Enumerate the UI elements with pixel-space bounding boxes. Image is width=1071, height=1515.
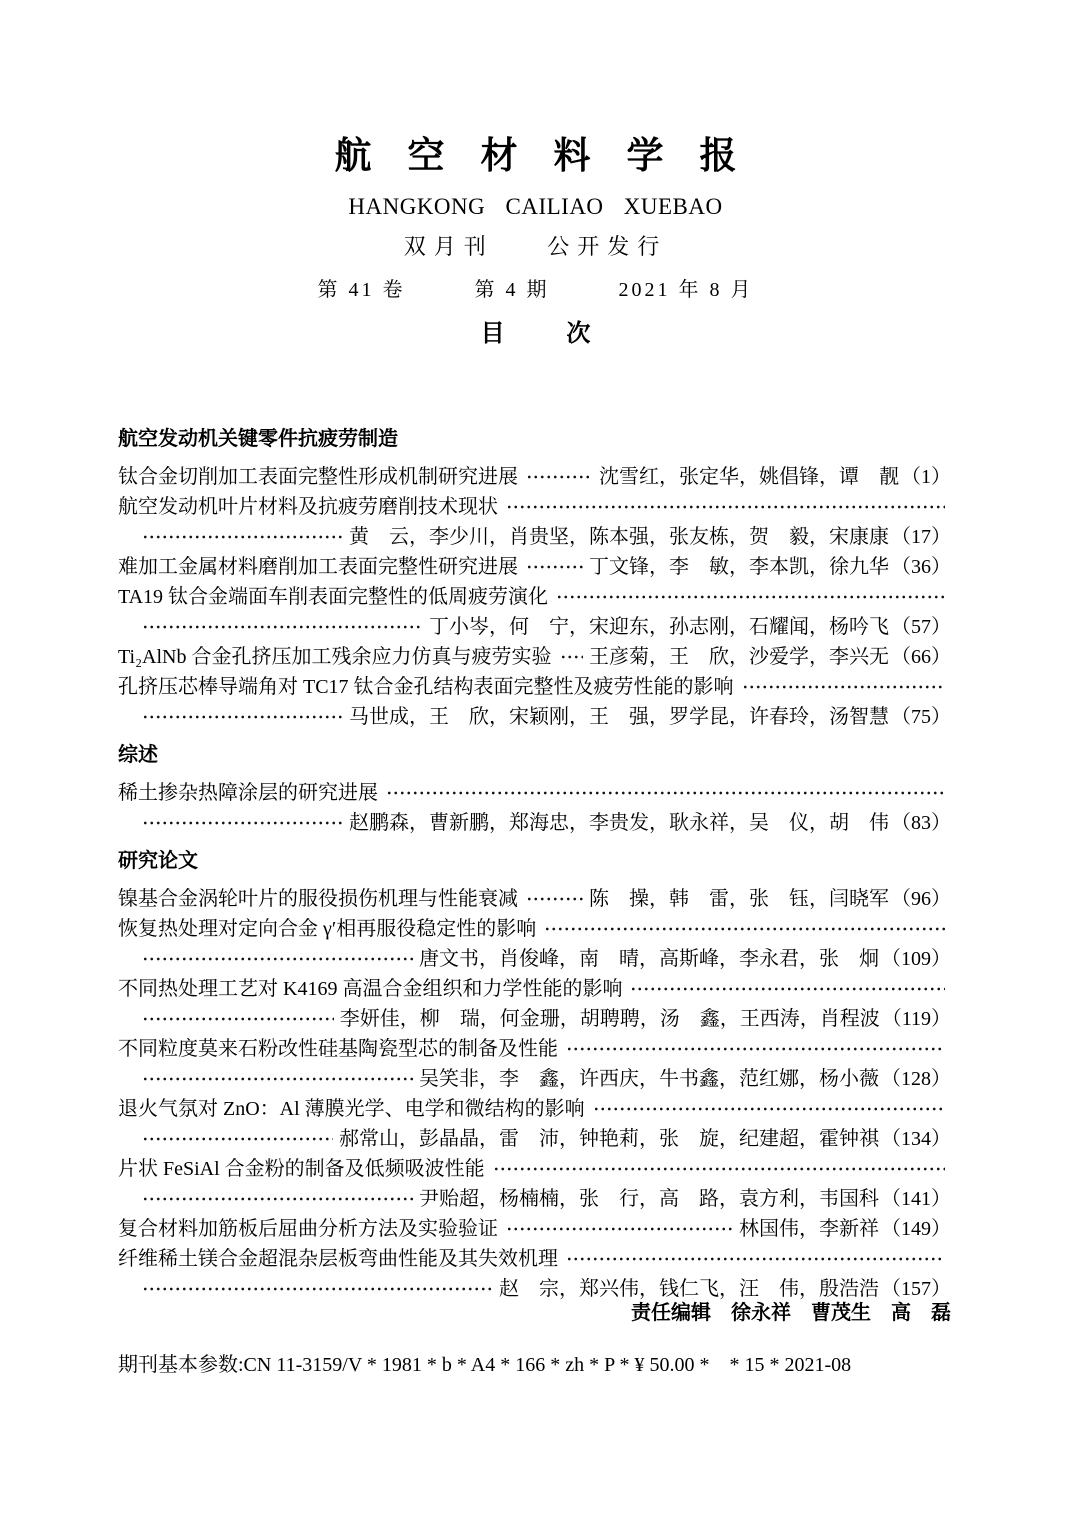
dot-leader (593, 1094, 945, 1124)
toc-entry-title-line (118, 1094, 951, 1124)
toc-entry-authors-line (118, 1064, 951, 1094)
journal-parameters-line: 期刊基本参数:CN 11-3159/V * 1981 * b * A4 * 166 * zh * P * ¥ 50.00 * * 15 * 2021-08 (118, 1354, 852, 1376)
toc-entry-title-line (118, 642, 951, 672)
toc-entry-authors: 王彦菊，王 欣，沙爱学，李兴无 (589, 646, 889, 668)
toc-entry-authors: 黄 云，李少川，肖贵坚，陈本强，张友栋，贺 毅，宋康康 (349, 526, 889, 548)
toc-entry-authors-line (118, 808, 951, 838)
toc-entry-title: 难加工金属材料磨削加工表面完整性研究进展 (118, 556, 518, 578)
toc-entry-title: 航空发动机叶片材料及抗疲劳磨削技术现状 (118, 496, 498, 518)
toc-entry-authors: 陈 操，韩 雷，张 钰，闫晓军 (589, 888, 889, 910)
toc-entry-title-line (118, 1214, 951, 1244)
dot-leader (566, 1244, 945, 1274)
toc-entry-page: （119） (881, 1008, 951, 1030)
dot-leader (142, 1004, 334, 1034)
toc-entry-title: Ti₂AlNb 合金孔挤压加工残余应力仿真与疲劳实验 (118, 646, 552, 668)
toc-entry-page: （157） (881, 1278, 951, 1300)
toc-entry-authors-line (118, 1124, 951, 1154)
dot-leader (560, 642, 584, 672)
dot-leader (506, 492, 945, 522)
journal-title-pinyin: HANGKONG CAILIAO XUEBAO (348, 194, 723, 219)
toc-entry-title-line (118, 884, 951, 914)
dot-leader (566, 1034, 945, 1064)
toc-entry-page: （96） (891, 888, 951, 910)
toc-entry-title-line (118, 582, 951, 612)
volume-label: 第 41 卷 (317, 279, 406, 301)
responsible-editors-line: 责任编辑 徐永祥 曹茂生 高 磊 (631, 1302, 951, 1324)
toc-entry-page: （149） (881, 1218, 951, 1240)
toc-entry-authors-line (118, 1184, 951, 1214)
toc-entry-authors-line (118, 522, 951, 552)
date-label: 2021 年 8 月 (618, 279, 754, 301)
toc-entry-title: 不同粒度莫来石粉改性硅基陶瓷型芯的制备及性能 (118, 1038, 558, 1060)
toc-entry-page: （128） (881, 1068, 951, 1090)
toc-section-header: 综述 (118, 744, 158, 766)
toc-entry-title: 孔挤压芯棒导端角对 TC17 钛合金孔结构表面完整性及疲劳性能的影响 (118, 676, 734, 698)
toc-entry-title: 片状 FeSiAl 合金粉的制备及低频吸波性能 (118, 1158, 485, 1180)
dot-leader (493, 1154, 945, 1184)
dot-leader (556, 582, 945, 612)
toc-entry-title: 镍基合金涡轮叶片的服役损伤机理与性能衰减 (118, 888, 518, 910)
toc-entry-title: TA19 钛合金端面车削表面完整性的低周疲劳演化 (118, 586, 549, 608)
toc-entry-page: （141） (881, 1188, 951, 1210)
contents-heading-right: 次 (566, 320, 591, 347)
toc-entry-page: （83） (891, 812, 951, 834)
toc-entry-title-line (118, 462, 951, 492)
toc-entry-page: （75） (891, 706, 951, 728)
toc-entry-authors-line (118, 612, 951, 642)
toc-entry-title: 恢复热处理对定向合金 γ′相再服役稳定性的影响 (118, 918, 537, 940)
toc-entry-title-line (118, 672, 951, 702)
dot-leader (142, 808, 343, 838)
toc-entry-title: 复合材料加筋板后屈曲分析方法及实验验证 (118, 1218, 498, 1240)
dot-leader (742, 672, 945, 702)
toc-entry-title-line (118, 1034, 951, 1064)
toc-section-header: 研究论文 (118, 850, 198, 872)
toc-entry-authors: 赵 宗，郑兴伟，钱仁飞，汪 伟，殷浩浩 (499, 1278, 879, 1300)
toc-entry-page: （66） (891, 646, 951, 668)
issue-label: 第 4 期 (474, 279, 550, 301)
toc-entry-title: 稀土掺杂热障涂层的研究进展 (118, 782, 378, 804)
contents-heading (0, 320, 1071, 348)
journal-title-cn-text: 航空材料学报 (334, 135, 773, 176)
journal-title-cn (0, 136, 1071, 176)
toc-entry-title: 退火气氛对 ZnO：Al 薄膜光学、电学和微结构的影响 (118, 1098, 585, 1120)
toc-section-header: 航空发动机关键零件抗疲劳制造 (118, 428, 398, 450)
toc-entry-title: 纤维稀土镁合金超混杂层板弯曲性能及其失效机理 (118, 1248, 558, 1270)
toc-entry-title-line (118, 778, 951, 808)
dot-leader (526, 884, 583, 914)
dot-leader (526, 552, 583, 582)
toc-entry-authors: 林国伟，李新祥 (739, 1218, 879, 1240)
toc-entry-authors: 李妍佳，柳 瑞，何金珊，胡聘聘，汤 鑫，王西涛，肖程波 (339, 1008, 880, 1030)
toc-entry-page: （57） (891, 616, 951, 638)
dot-leader (142, 1064, 413, 1094)
toc-entry-title-line (118, 1244, 951, 1274)
dot-leader (386, 778, 945, 808)
dot-leader (544, 914, 945, 944)
publication-frequency: 双月刊 (403, 234, 494, 259)
toc-entry-page: （134） (881, 1128, 951, 1150)
dot-leader (526, 462, 593, 492)
toc-entry-authors: 沈雪红，张定华，姚倡锋，谭 靓 (599, 466, 899, 488)
toc-entry-authors: 吴笑非，李 鑫，许西庆，牛书鑫，范红娜，杨小薇 (419, 1068, 879, 1090)
dot-leader (142, 1184, 413, 1214)
toc-entry-page: （17） (891, 526, 951, 548)
toc-entry-authors-line (118, 1004, 951, 1034)
toc-entry-authors-line (118, 702, 951, 732)
toc-entry-title-line (118, 974, 951, 1004)
dot-leader (142, 522, 343, 552)
dot-leader (142, 612, 423, 642)
toc-entry-title-line (118, 914, 951, 944)
dot-leader (142, 1124, 333, 1154)
toc-entry-authors: 尹贻超，杨楠楠，张 行，高 路，袁方利，韦国科 (419, 1188, 879, 1210)
toc-entry-authors: 郝常山，彭晶晶，雷 沛，钟艳莉，张 旋，纪建超，霍钟祺 (339, 1128, 879, 1150)
dot-leader (506, 1214, 733, 1244)
issue-line (0, 278, 1071, 302)
toc-entry-title: 不同热处理工艺对 K4169 高温合金组织和力学性能的影响 (118, 978, 623, 1000)
publication-distribution: 公开发行 (547, 234, 668, 259)
toc-entry-title: 钛合金切削加工表面完整性形成机制研究进展 (118, 466, 518, 488)
publication-line (0, 234, 1071, 260)
toc-entry-authors: 马世成，王 欣，宋颖刚，王 强，罗学昆，许春玲，汤智慧 (349, 706, 889, 728)
toc-entry-authors: 赵鹏森，曹新鹏，郑海忠，李贵发，耿永祥，吴 仪，胡 伟 (349, 812, 889, 834)
toc-entry-authors: 丁小岑，何 宁，宋迎东，孙志刚，石耀闻，杨吟飞 (429, 616, 889, 638)
contents-heading-left: 目 (480, 320, 505, 347)
toc-entry-authors: 丁文锋，李 敏，李本凯，徐九华 (589, 556, 889, 578)
dot-leader (630, 974, 945, 1004)
toc-entry-title-line (118, 552, 951, 582)
toc-entry-authors-line (118, 944, 951, 974)
table-of-contents (118, 426, 951, 1304)
toc-entry-title-line (118, 1154, 951, 1184)
dot-leader (142, 944, 413, 974)
toc-entry-page: （1） (901, 466, 951, 488)
toc-entry-authors: 唐文书，肖俊峰，南 晴，高斯峰，李永君，张 炯 (419, 948, 879, 970)
toc-entry-page: （36） (891, 556, 951, 578)
dot-leader (142, 702, 343, 732)
toc-entry-page: （109） (881, 948, 951, 970)
toc-entry-title-line (118, 492, 951, 522)
